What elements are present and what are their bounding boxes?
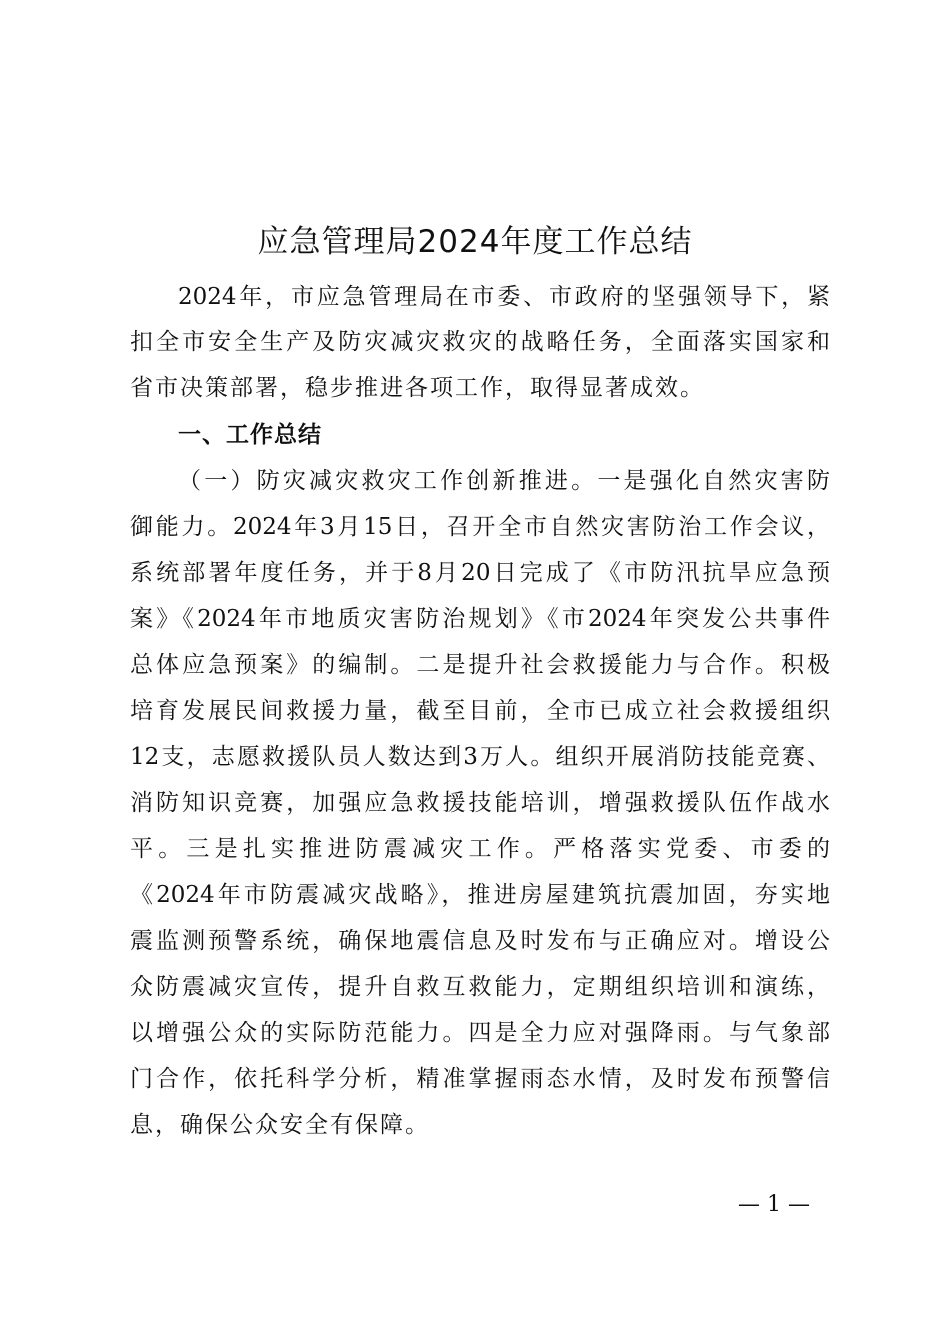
page-number: — 1 —: [738, 1192, 810, 1217]
body-line-15: 息，确保公众安全有保障。: [130, 1112, 430, 1138]
document-title: 应急管理局2024年度工作总结: [257, 224, 693, 260]
section-heading: 一、工作总结: [178, 422, 322, 448]
body-line-11: 震监测预警系统，确保地震信息及时发布与正确应对。增设公: [130, 928, 830, 954]
body-line-13: 以增强公众的实际防范能力。四是全力应对强降雨。与气象部: [130, 1020, 830, 1046]
intro-line-1: 2024年，市应急管理局在市委、市政府的坚强领导下，紧: [178, 284, 830, 310]
body-line-5: 总体应急预案》的编制。二是提升社会救援能力与合作。积极: [130, 652, 830, 678]
body-line-8: 消防知识竞赛，加强应急救援技能培训，增强救援队伍作战水: [130, 790, 830, 816]
body-line-7: 12支，志愿救援队员人数达到3万人。组织开展消防技能竞赛、: [130, 744, 830, 770]
body-line-10: 《2024年市防震减灾战略》，推进房屋建筑抗震加固，夯实地: [130, 882, 830, 908]
body-line-4: 案》《2024年市地质灾害防治规划》《市2024年突发公共事件: [130, 606, 830, 632]
body-line-3: 系统部署年度任务，并于8月20日完成了《市防汛抗旱应急预: [130, 560, 830, 586]
body-line-6: 培育发展民间救援力量，截至目前，全市已成立社会救援组织: [130, 698, 830, 724]
body-line-9: 平。三是扎实推进防震减灾工作。严格落实党委、市委的: [130, 836, 830, 862]
body-line-1: （一）防灾减灾救灾工作创新推进。一是强化自然灾害防: [178, 468, 830, 494]
intro-line-3: 省市决策部署，稳步推进各项工作，取得显著成效。: [130, 375, 705, 401]
intro-line-2: 扣全市安全生产及防灾减灾救灾的战略任务，全面落实国家和: [130, 329, 830, 355]
body-line-12: 众防震减灾宣传，提升自救互救能力，定期组织培训和演练，: [130, 974, 830, 1000]
body-line-14: 门合作，依托科学分析，精准掌握雨态水情，及时发布预警信: [130, 1066, 830, 1092]
body-line-2: 御能力。2024年3月15日，召开全市自然灾害防治工作会议，: [130, 514, 830, 540]
